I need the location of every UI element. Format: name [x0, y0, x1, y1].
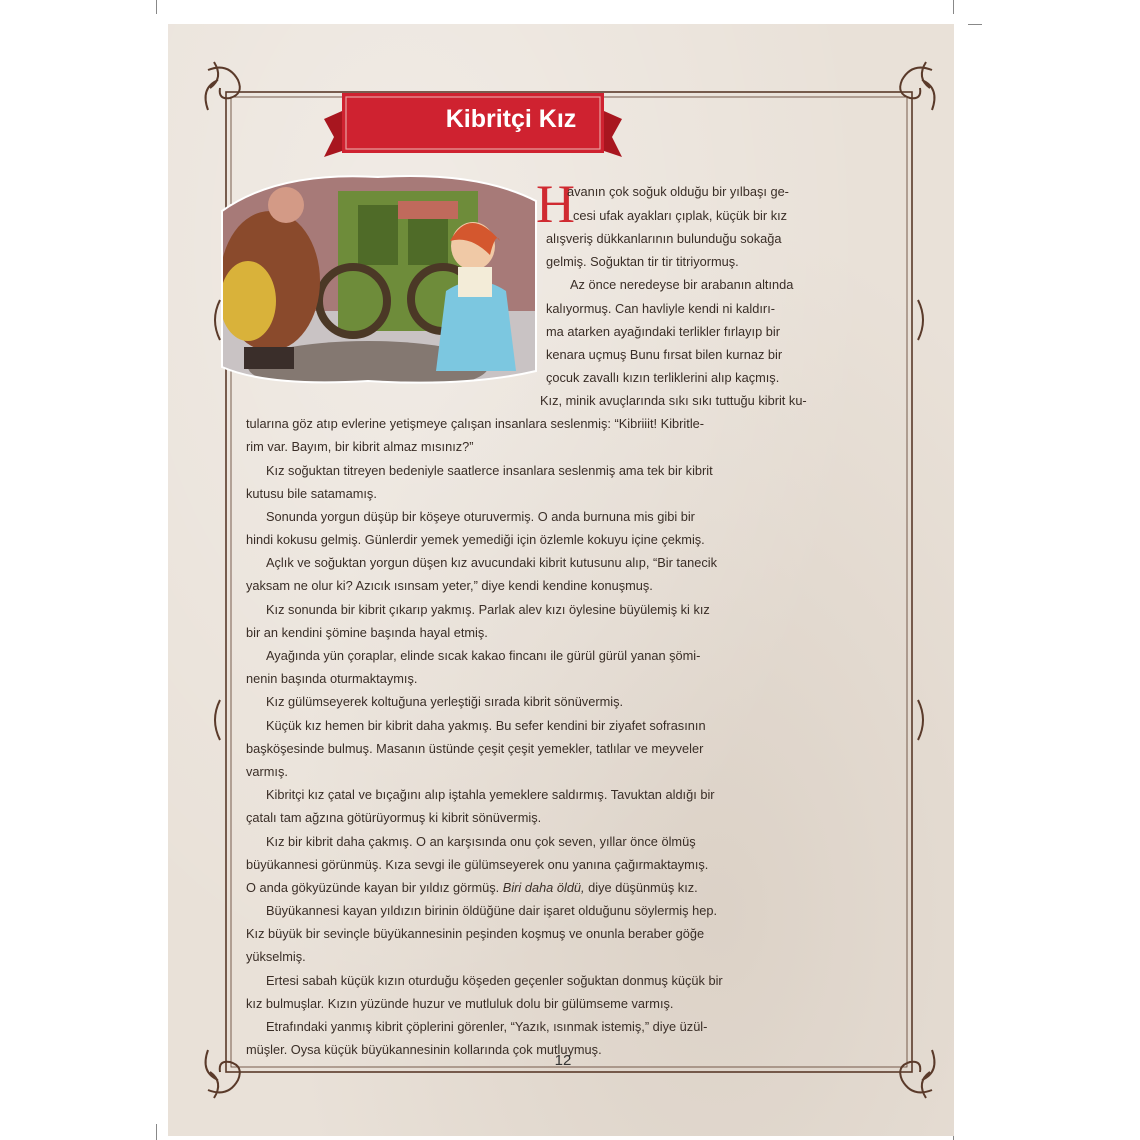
text-line: Ayağında yün çoraplar, elinde sıcak kakao fincanı ile gürül gürül yanan şömi-	[266, 648, 701, 663]
text-segment: O anda gökyüzünde kayan bir yıldız görmüş.	[246, 880, 503, 895]
text-line: Kız soğuktan titreyen bedeniyle saatlerce insanlara seslenmiş ama tek bir kibrit	[266, 463, 713, 478]
text-line: Ertesi sabah küçük kızın oturduğu köşeden geçenler soğuktan donmuş küçük bir	[266, 973, 723, 988]
text-line: başköşesinde bulmuş. Masanın üstünde çeşit çeşit yemekler, tatlılar ve meyveler	[246, 741, 704, 756]
text-line: bir an kendini şömine başında hayal etmiş.	[246, 625, 488, 640]
text-line: nenin başında oturmaktaymış.	[246, 671, 418, 686]
text-line: alışveriş dükkanlarının bulunduğu sokağa	[546, 231, 782, 246]
text-line	[246, 876, 698, 900]
text-line: müşler. Oysa küçük büyükannesinin kollarında çok mutluymuş.	[246, 1042, 602, 1057]
story-title: Kibritçi Kız	[445, 105, 577, 133]
text-line: Kız büyük bir sevinçle büyükannesinin peşinden koşmuş ve onunla beraber göğe	[246, 926, 705, 941]
text-line: çatalı tam ağzına götürüyormuş ki kibrit sönüvermiş.	[246, 810, 542, 825]
text-line: kenara uçmuş Bunu fırsat bilen kurnaz bir	[546, 347, 783, 362]
text-line: Kız, minik avuçlarında sıkı sıkı tuttuğu kibrit ku-	[540, 393, 807, 408]
text-line: cesi ufak ayakları çıplak, küçük bir kız	[573, 208, 788, 223]
text-line: gelmiş. Soğuktan tir tir titriyormuş.	[546, 254, 739, 269]
text-segment: diye düşünmüş kız.	[584, 880, 698, 895]
page-number: 12	[554, 1052, 572, 1069]
text-line: yükselmiş.	[246, 949, 306, 964]
text-line: ma atarken ayağındaki terlikler fırlayıp bir	[546, 324, 780, 339]
text-line: rim var. Bayım, bir kibrit almaz mısınız?”	[246, 439, 474, 454]
text-line: kutusu bile satamamış.	[246, 486, 377, 501]
text-line: varmış.	[246, 764, 288, 779]
text-line: kız bulmuşlar. Kızın yüzünde huzur ve mutluluk dolu bir gülümseme varmış.	[246, 996, 674, 1011]
text-line: Az önce neredeyse bir arabanın altında	[570, 277, 794, 292]
text-line: Büyükannesi kayan yıldızın birinin öldüğüne dair işaret olduğunu söylermiş hep.	[266, 903, 718, 918]
text-line: çocuk zavallı kızın terliklerini alıp kaçmış.	[546, 370, 780, 385]
text-line: Sonunda yorgun düşüp bir köşeye oturuvermiş. O anda burnuna mis gibi bir	[266, 509, 695, 524]
text-line: Açlık ve soğuktan yorgun düşen kız avucundaki kibrit kutusunu alıp, “Bir tanecik	[266, 555, 717, 570]
text-line: hindi kokusu gelmiş. Günlerdir yemek yemediği için özlemle kokuyu içine çekmiş.	[246, 532, 705, 547]
text-line: Küçük kız hemen bir kibrit daha yakmış. Bu sefer kendini bir ziyafet sofrasının	[266, 718, 706, 733]
text-line: Etrafındaki yanmış kibrit çöplerini görenler, “Yazık, ısınmak istemiş,” diye üzül-	[266, 1019, 708, 1034]
text-line: Kız bir kibrit daha çakmış. O an karşısında onu çok seven, yıllar önce ölmüş	[266, 834, 696, 849]
text-line: Kız sonunda bir kibrit çıkarıp yakmış. Parlak alev kızı öylesine büyülemiş ki kız	[266, 602, 710, 617]
text-line: tularına göz atıp evlerine yetişmeye çalışan insanlara seslenmiş: “Kibriiit! Kibritle-	[246, 416, 705, 431]
text-line: büyükannesi görünmüş. Kıza sevgi ile gülümseyerek onu yanına çağırmaktaymış.	[246, 857, 709, 872]
text-line: Kibritçi kız çatal ve bıçağını alıp iştahla yemeklere saldırmış. Tavuktan aldığı bir	[266, 787, 715, 802]
text-line: yaksam ne olur ki? Azıcık ısınsam yeter,” diye kendi kendine konuşmuş.	[246, 578, 653, 593]
story-illustration	[218, 171, 538, 387]
text-line: kalıyormuş. Can havliyle kendi ni kaldırı-	[546, 301, 776, 316]
text-line: Kız gülümseyerek koltuğuna yerleştiği sırada kibrit sönüvermiş.	[266, 694, 624, 709]
italic-phrase: Biri daha öldü,	[502, 880, 585, 895]
text-line: avanın çok soğuk olduğu bir yılbaşı ge-	[567, 184, 789, 199]
drop-cap: H	[536, 174, 575, 234]
